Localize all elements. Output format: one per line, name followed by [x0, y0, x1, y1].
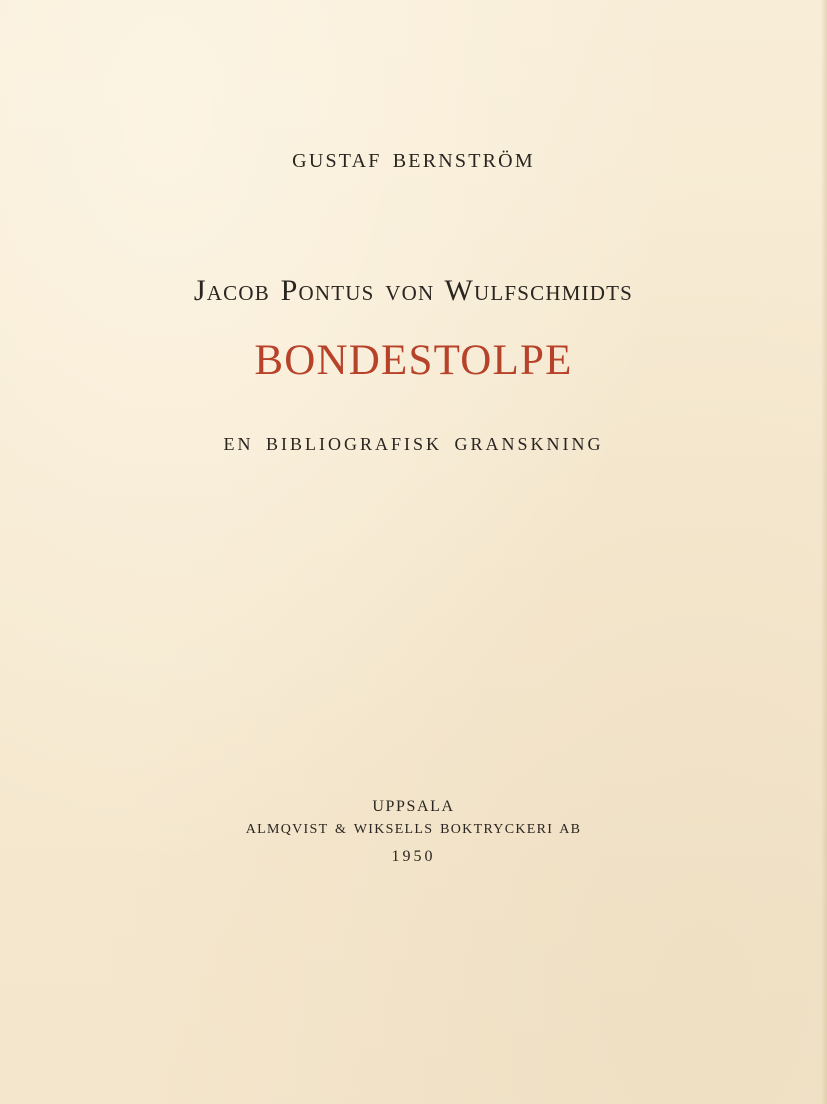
main-title: BONDESTOLPE [254, 337, 573, 384]
imprint-publisher: ALMQVIST & WIKSELLS BOKTRYCKERI AB [245, 822, 582, 837]
imprint-year: 1950 [391, 848, 436, 865]
imprint-place: UPPSALA [372, 798, 455, 815]
author-name: GUSTAF BERNSTRÖM [292, 150, 535, 172]
title-subject-line: Jacob Pontus von Wulfschmidts [193, 274, 634, 307]
subtitle: EN BIBLIOGRAFISK GRANSKNING [223, 434, 604, 454]
